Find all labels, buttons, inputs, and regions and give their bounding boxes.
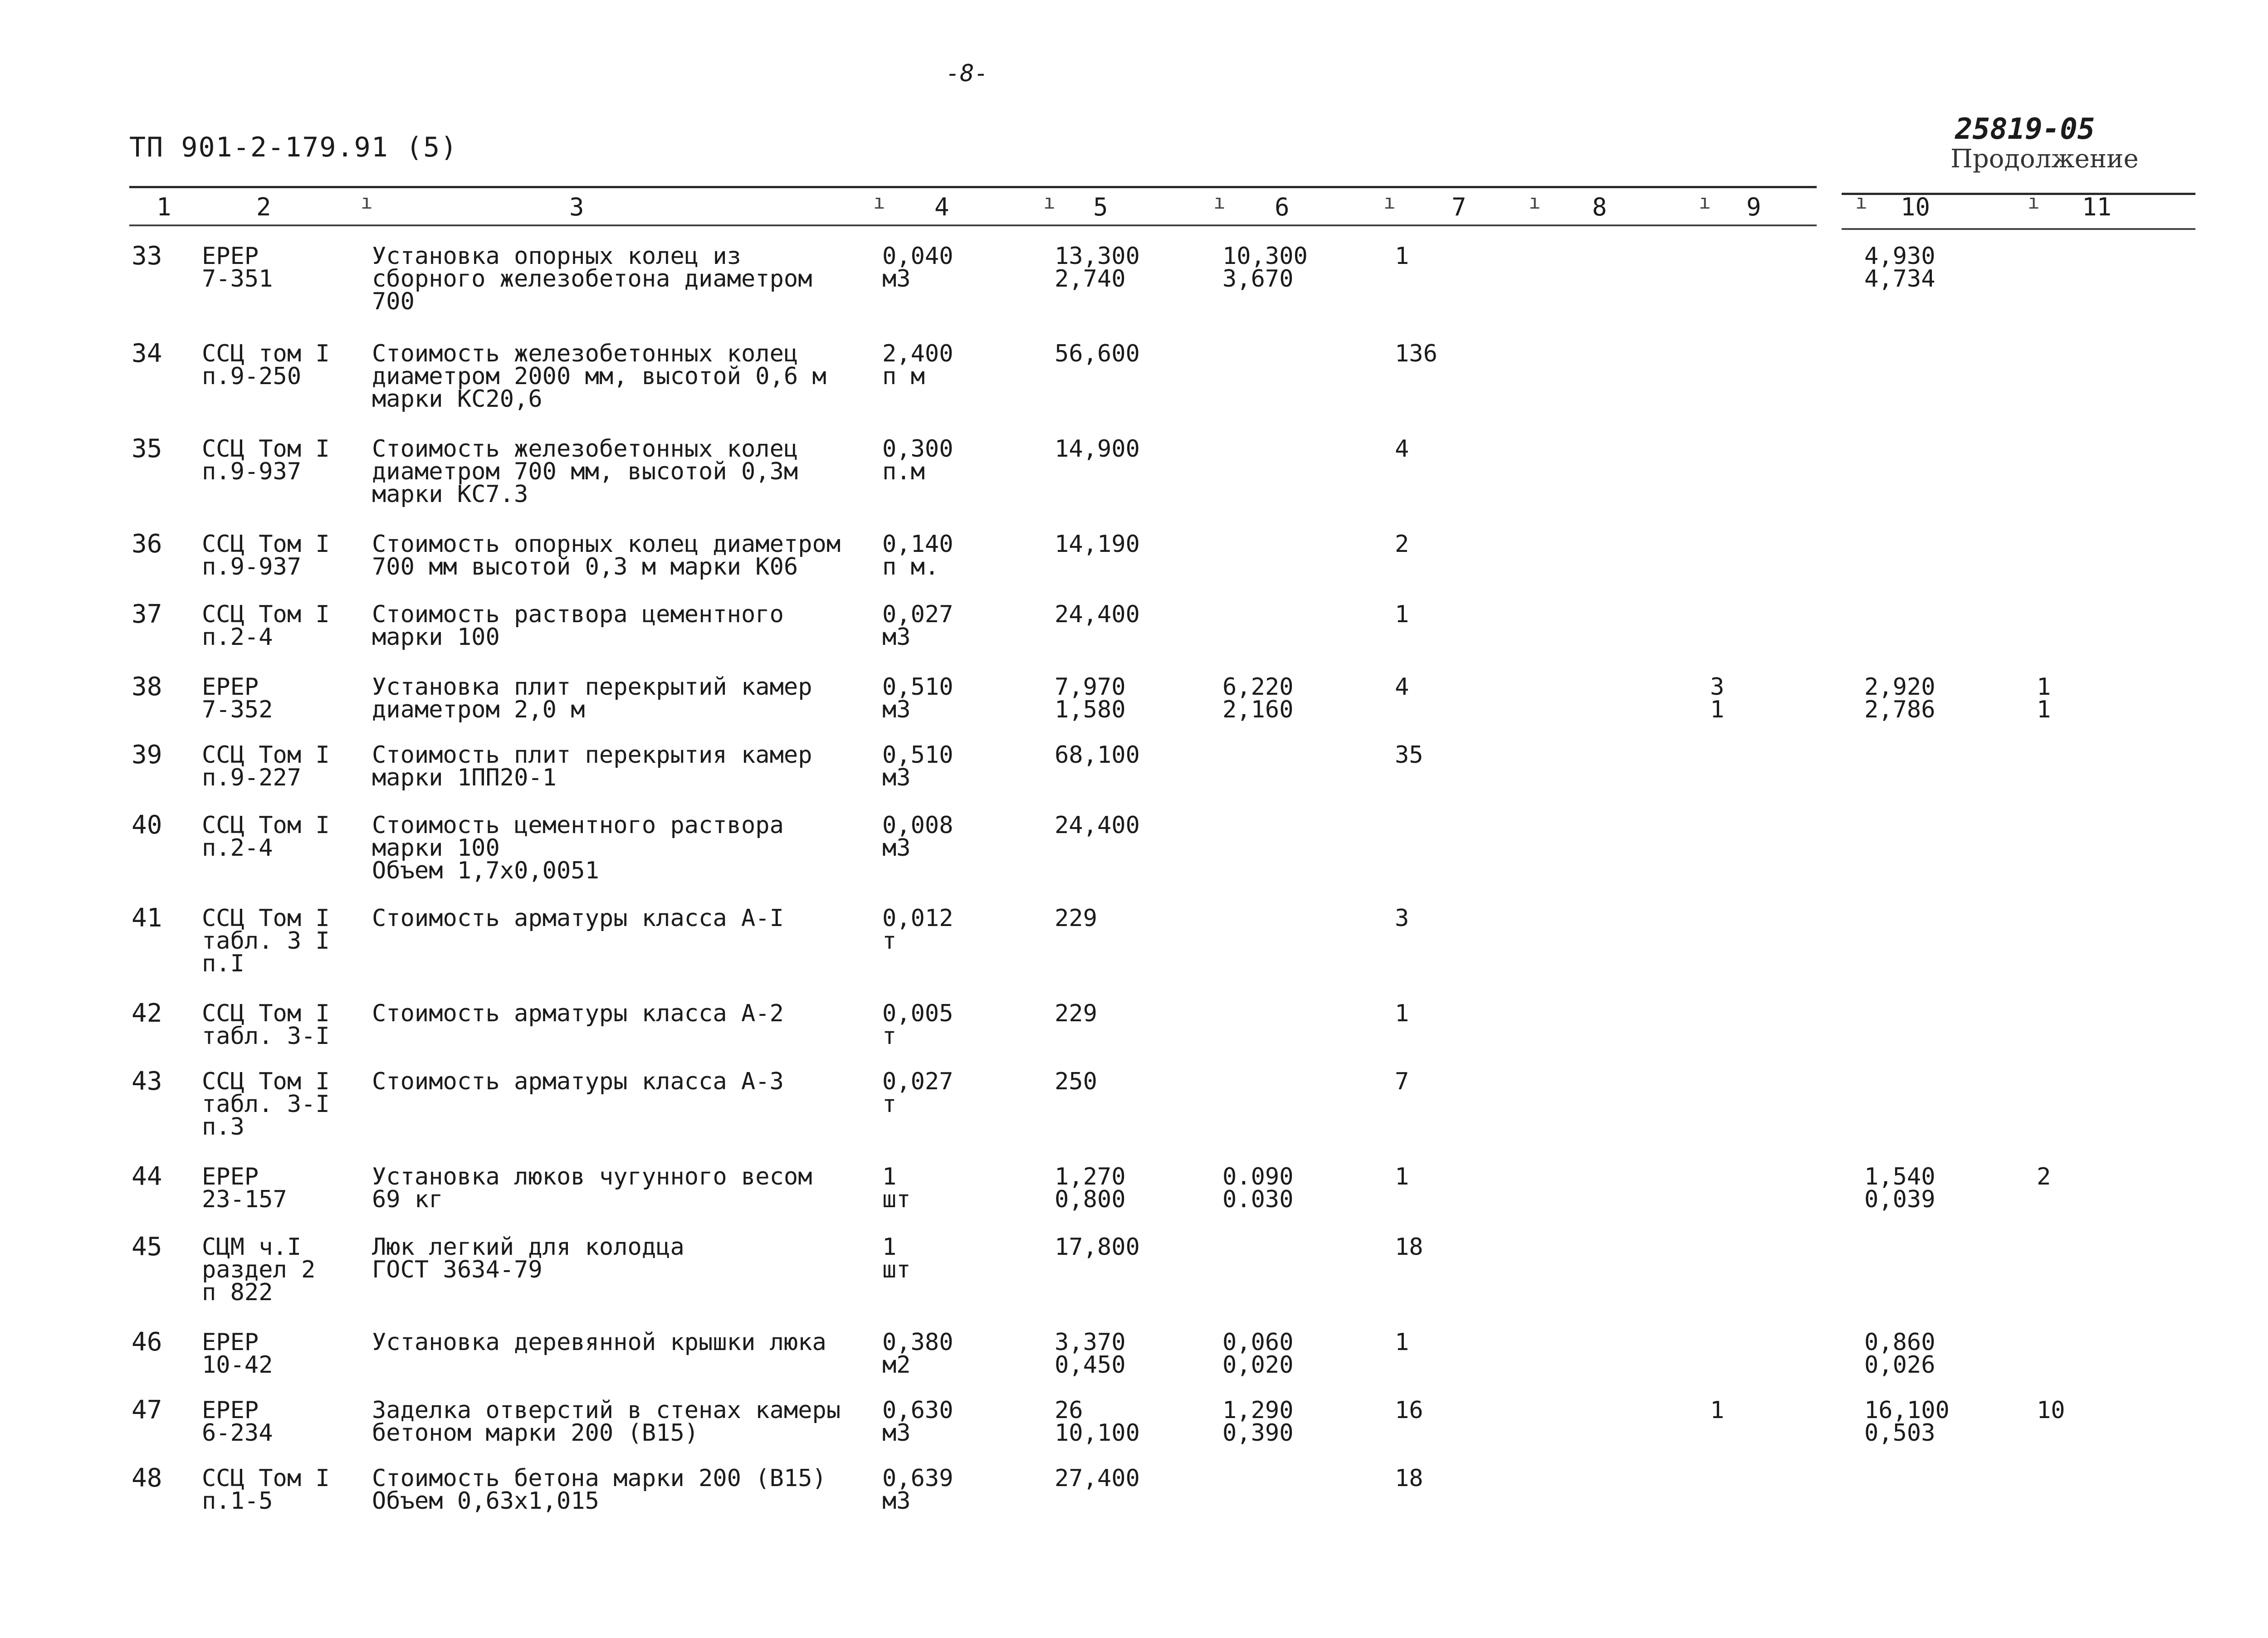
- work-description-cell: Установка деревянной крышки люка: [372, 1329, 826, 1356]
- column-separator: ı: [1699, 190, 1711, 214]
- column-7-cell: 18: [1395, 1465, 1423, 1492]
- row-number-cell: 48: [132, 1463, 162, 1493]
- column-separator: ı: [1855, 190, 1867, 214]
- work-description-cell: Стоимость арматуры класса А-I: [372, 905, 784, 932]
- column-5-cell: 27,400: [1055, 1465, 1140, 1492]
- column-7-cell: 1: [1395, 601, 1409, 628]
- column-header-3: 3: [569, 193, 584, 221]
- norm-reference-cell: ССЦ Том I табл. 3-I п.3: [202, 1068, 330, 1141]
- work-description-cell: Стоимость арматуры класса А-3: [372, 1068, 784, 1095]
- column-5-cell: 56,600: [1055, 340, 1140, 367]
- norm-reference-cell: ССЦ Том I п.2-4: [202, 601, 330, 651]
- column-11-cell: 10: [2037, 1397, 2065, 1424]
- quantity-cell: 0,005 т: [882, 1000, 953, 1050]
- column-11-cell: 2: [2037, 1163, 2051, 1190]
- column-7-cell: 1: [1395, 1000, 1409, 1027]
- header-rule-top: [129, 186, 1817, 188]
- quantity-cell: 1 шт: [882, 1163, 911, 1213]
- norm-reference-cell: ЕРЕР 23-157: [202, 1163, 287, 1213]
- column-5-cell: 68,100: [1055, 741, 1140, 769]
- column-7-cell: 136: [1395, 340, 1437, 367]
- norm-reference-cell: ССЦ Том I п.1-5: [202, 1465, 330, 1515]
- column-10-cell: 4,930 4,734: [1864, 243, 1936, 292]
- column-5-cell: 229: [1055, 905, 1097, 932]
- column-5-cell: 7,970 1,580: [1055, 673, 1126, 723]
- row-number-cell: 40: [132, 810, 162, 840]
- column-5-cell: 1,270 0,800: [1055, 1163, 1126, 1213]
- column-7-cell: 16: [1395, 1397, 1423, 1424]
- column-separator: ı: [1213, 190, 1226, 214]
- quantity-cell: 1 шт: [882, 1233, 911, 1283]
- column-header-5: 5: [1093, 193, 1108, 221]
- column-5-cell: 13,300 2,740: [1055, 243, 1140, 292]
- column-separator: ı: [361, 190, 373, 214]
- column-10-cell: 2,920 2,786: [1864, 673, 1936, 723]
- column-6-cell: 0,060 0,020: [1222, 1329, 1294, 1379]
- norm-reference-cell: ССЦ Том I п.2-4: [202, 812, 330, 862]
- row-number-cell: 39: [132, 740, 162, 770]
- column-10-cell: 1,540 0,039: [1864, 1163, 1936, 1213]
- page-number: -8-: [946, 60, 988, 87]
- column-separator: ı: [1529, 190, 1541, 214]
- column-header-8: 8: [1592, 193, 1607, 221]
- quantity-cell: 0,040 м3: [882, 243, 953, 292]
- column-7-cell: 3: [1395, 905, 1409, 932]
- column-5-cell: 3,370 0,450: [1055, 1329, 1126, 1379]
- work-description-cell: Стоимость цементного раствора марки 100 Объем 1,7х0,0051: [372, 812, 784, 884]
- column-7-cell: 1: [1395, 1329, 1409, 1356]
- column-6-cell: 10,300 3,670: [1222, 243, 1308, 292]
- row-number-cell: 43: [132, 1067, 162, 1096]
- column-5-cell: 24,400: [1055, 812, 1140, 839]
- column-5-cell: 229: [1055, 1000, 1097, 1027]
- column-header-2: 2: [256, 193, 271, 221]
- row-number-cell: 42: [132, 999, 162, 1028]
- quantity-cell: 0,510 м3: [882, 673, 953, 723]
- norm-reference-cell: ССЦ Том I п.9-227: [202, 741, 330, 791]
- norm-reference-cell: ЕРЕР 7-351: [202, 243, 273, 292]
- row-number-cell: 44: [132, 1162, 162, 1191]
- quantity-cell: 0,140 п м.: [882, 531, 953, 580]
- work-description-cell: Установка плит перекрытий камер диаметром 2,0 м: [372, 673, 812, 723]
- column-7-cell: 4: [1395, 435, 1409, 463]
- column-5-cell: 250: [1055, 1068, 1097, 1095]
- column-header-7: 7: [1452, 193, 1466, 221]
- column-header-1: 1: [156, 193, 171, 221]
- column-5-cell: 14,190: [1055, 531, 1140, 558]
- header-rule-bottom: [129, 224, 1817, 226]
- column-separator: ı: [873, 190, 885, 214]
- row-number-cell: 38: [132, 672, 162, 702]
- work-description-cell: Стоимость железобетонных колец диаметром 700 мм, высотой 0,3м марки КС7.3: [372, 435, 798, 508]
- column-11-cell: 1 1: [2037, 673, 2051, 723]
- row-number-cell: 35: [132, 434, 162, 463]
- row-number-cell: 36: [132, 529, 162, 559]
- column-9-cell: 3 1: [1710, 673, 1725, 723]
- work-description-cell: Стоимость раствора цементного марки 100: [372, 601, 784, 651]
- column-10-cell: 0,860 0,026: [1864, 1329, 1936, 1379]
- column-header-9: 9: [1746, 193, 1761, 221]
- quantity-cell: 0,012 т: [882, 905, 953, 955]
- quantity-cell: 0,008 м3: [882, 812, 953, 862]
- work-description-cell: Люк легкий для колодца ГОСТ 3634-79: [372, 1233, 684, 1283]
- column-separator: ı: [1383, 190, 1396, 214]
- quantity-cell: 0,639 м3: [882, 1465, 953, 1515]
- work-description-cell: Заделка отверстий в стенах камеры бетоном марки 200 (В15): [372, 1397, 841, 1447]
- column-separator: ı: [1043, 190, 1056, 214]
- column-separator: ı: [2028, 190, 2040, 214]
- norm-reference-cell: ССЦ Том I п.9-937: [202, 435, 330, 485]
- work-description-cell: Установка люков чугунного весом 69 кг: [372, 1163, 812, 1213]
- header-rule-top-right: [1842, 193, 2195, 195]
- header-rule-bottom-right: [1842, 228, 2195, 230]
- quantity-cell: 0,027 т: [882, 1068, 953, 1118]
- document-code: ТП 901-2-179.91 (5): [129, 132, 458, 163]
- column-5-cell: 24,400: [1055, 601, 1140, 628]
- row-number-cell: 33: [132, 241, 162, 271]
- quantity-cell: 0,380 м2: [882, 1329, 953, 1379]
- row-number-cell: 37: [132, 600, 162, 629]
- column-7-cell: 2: [1395, 531, 1409, 558]
- quantity-cell: 2,400 п м: [882, 340, 953, 390]
- column-header-11: 11: [2082, 193, 2112, 221]
- quantity-cell: 0,630 м3: [882, 1397, 953, 1447]
- work-description-cell: Стоимость плит перекрытия камер марки 1ПП20-1: [372, 741, 812, 791]
- norm-reference-cell: ССЦ том I п.9-250: [202, 340, 330, 390]
- work-description-cell: Установка опорных колец из сборного железобетона диаметром 700: [372, 243, 812, 315]
- quantity-cell: 0,300 п.м: [882, 435, 953, 485]
- norm-reference-cell: СЦМ ч.I раздел 2 п 822: [202, 1233, 316, 1306]
- column-7-cell: 18: [1395, 1233, 1423, 1261]
- norm-reference-cell: ССЦ Том I табл. 3 I п.I: [202, 905, 330, 977]
- column-7-cell: 35: [1395, 741, 1423, 769]
- work-description-cell: Стоимость арматуры класса А-2: [372, 1000, 784, 1027]
- continuation-label: Продолжение: [1950, 144, 2139, 174]
- norm-reference-cell: ССЦ Том I п.9-937: [202, 531, 330, 580]
- column-5-cell: 14,900: [1055, 435, 1140, 463]
- row-number-cell: 46: [132, 1327, 162, 1357]
- work-description-cell: Стоимость опорных колец диаметром 700 мм высотой 0,3 м марки К06: [372, 531, 841, 580]
- column-6-cell: 0.090 0.030: [1222, 1163, 1294, 1213]
- column-7-cell: 4: [1395, 673, 1409, 701]
- norm-reference-cell: ЕРЕР 6-234: [202, 1397, 273, 1447]
- quantity-cell: 0,027 м3: [882, 601, 953, 651]
- norm-reference-cell: ССЦ Том I табл. 3-I: [202, 1000, 330, 1050]
- work-description-cell: Стоимость железобетонных колец диаметром 2000 мм, высотой 0,6 м марки КС20,6: [372, 340, 826, 413]
- column-7-cell: 1: [1395, 243, 1409, 270]
- column-header-4: 4: [934, 193, 949, 221]
- column-7-cell: 1: [1395, 1163, 1409, 1190]
- row-number-cell: 41: [132, 903, 162, 933]
- column-header-6: 6: [1275, 193, 1290, 221]
- column-7-cell: 7: [1395, 1068, 1409, 1095]
- column-header-10: 10: [1901, 193, 1931, 221]
- row-number-cell: 34: [132, 339, 162, 368]
- column-6-cell: 1,290 0,390: [1222, 1397, 1294, 1447]
- column-5-cell: 17,800: [1055, 1233, 1140, 1261]
- document-id: 25819-05: [1955, 112, 2095, 146]
- column-6-cell: 6,220 2,160: [1222, 673, 1294, 723]
- norm-reference-cell: ЕРЕР 10-42: [202, 1329, 273, 1379]
- work-description-cell: Стоимость бетона марки 200 (В15) Объем 0,63х1,015: [372, 1465, 826, 1515]
- norm-reference-cell: ЕРЕР 7-352: [202, 673, 273, 723]
- column-9-cell: 1: [1710, 1397, 1725, 1424]
- column-5-cell: 26 10,100: [1055, 1397, 1140, 1447]
- quantity-cell: 0,510 м3: [882, 741, 953, 791]
- row-number-cell: 47: [132, 1395, 162, 1425]
- column-10-cell: 16,100 0,503: [1864, 1397, 1950, 1447]
- row-number-cell: 45: [132, 1232, 162, 1262]
